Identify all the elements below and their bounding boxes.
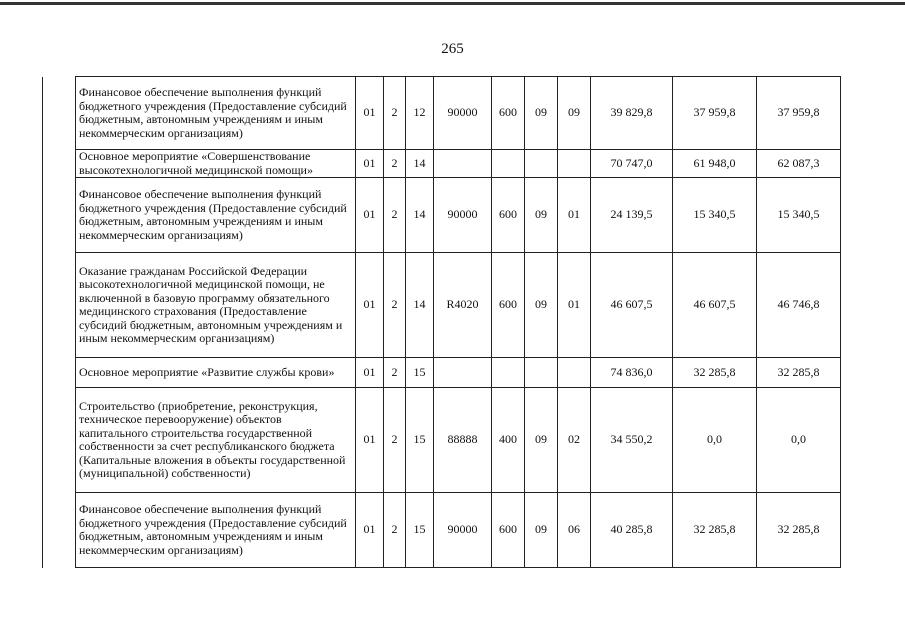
row-stub-cell — [43, 358, 76, 388]
row-stub-cell — [43, 150, 76, 178]
code-3-cell: 15 — [406, 358, 434, 388]
code-6-cell: 09 — [525, 253, 558, 358]
value-1-cell: 40 285,8 — [591, 493, 673, 568]
row-stub-cell — [43, 253, 76, 358]
code-2-cell: 2 — [384, 253, 406, 358]
code-3-cell: 15 — [406, 493, 434, 568]
code-5-cell: 600 — [492, 253, 525, 358]
code-4-cell: 90000 — [434, 493, 492, 568]
code-7-cell: 01 — [558, 178, 591, 253]
row-name-cell: Финансовое обеспечение выполнения функций бюджетного учреждения (Предоставление субсидий бюджетным, автономным учреждениям и иным некоммерческим организациям) — [76, 178, 356, 253]
row-name-cell: Оказание гражданам Российской Федерации высокотехнологичной медицинской помощи, не включенной в базовую программу обязательного медицинского страхования (Предоставление субсидий бюджетным, автономным учреждениям и иным некоммерческим организациям) — [76, 253, 356, 358]
code-1-cell: 01 — [356, 178, 384, 253]
value-2-cell: 32 285,8 — [673, 358, 757, 388]
row-name-cell: Основное мероприятие «Совершенствование высокотехнологичной медицинской помощи» — [76, 150, 356, 178]
code-4-cell: R4020 — [434, 253, 492, 358]
code-6-cell: 09 — [525, 178, 558, 253]
table-row — [43, 77, 841, 150]
value-1-cell: 74 836,0 — [591, 358, 673, 388]
code-3-cell: 14 — [406, 253, 434, 358]
code-4-cell: 88888 — [434, 388, 492, 493]
code-3-cell: 14 — [406, 150, 434, 178]
value-1-cell: 70 747,0 — [591, 150, 673, 178]
page-number: 265 — [441, 41, 464, 57]
code-1-cell: 01 — [356, 253, 384, 358]
value-3-cell: 37 959,8 — [757, 77, 841, 150]
code-6-cell: 09 — [525, 493, 558, 568]
code-2-cell: 2 — [384, 150, 406, 178]
row-name-cell: Строительство (приобретение, реконструкция, техническое перевооружение) объектов капитального строительства государственной собственности за счет республиканского бюджета (Капитальные вложения в объекты государственной (муниципальной) собственности) — [76, 388, 356, 493]
table-row — [43, 493, 841, 568]
code-3-cell: 15 — [406, 388, 434, 493]
row-stub-cell — [43, 388, 76, 493]
code-7-cell — [558, 150, 591, 178]
code-5-cell — [492, 150, 525, 178]
top-border-line — [0, 2, 905, 5]
code-5-cell: 600 — [492, 178, 525, 253]
value-3-cell: 62 087,3 — [757, 150, 841, 178]
code-5-cell: 600 — [492, 77, 525, 150]
row-stub-cell — [43, 77, 76, 150]
table-row — [43, 253, 841, 358]
row-stub-cell — [43, 178, 76, 253]
code-1-cell: 01 — [356, 388, 384, 493]
table-body — [43, 77, 841, 568]
table-row — [43, 178, 841, 253]
table-row — [43, 358, 841, 388]
code-4-cell: 90000 — [434, 178, 492, 253]
code-2-cell: 2 — [384, 493, 406, 568]
value-2-cell: 46 607,5 — [673, 253, 757, 358]
code-5-cell: 600 — [492, 493, 525, 568]
code-7-cell: 09 — [558, 77, 591, 150]
code-7-cell: 02 — [558, 388, 591, 493]
code-2-cell: 2 — [384, 358, 406, 388]
code-5-cell: 400 — [492, 388, 525, 493]
value-3-cell: 46 746,8 — [757, 253, 841, 358]
table-row — [43, 388, 841, 493]
code-6-cell — [525, 150, 558, 178]
value-3-cell: 15 340,5 — [757, 178, 841, 253]
value-2-cell: 37 959,8 — [673, 77, 757, 150]
code-4-cell — [434, 358, 492, 388]
code-3-cell: 14 — [406, 178, 434, 253]
code-4-cell — [434, 150, 492, 178]
code-1-cell: 01 — [356, 150, 384, 178]
code-2-cell: 2 — [384, 388, 406, 493]
code-7-cell: 01 — [558, 253, 591, 358]
value-1-cell: 34 550,2 — [591, 388, 673, 493]
code-1-cell: 01 — [356, 493, 384, 568]
value-1-cell: 39 829,8 — [591, 77, 673, 150]
code-7-cell: 06 — [558, 493, 591, 568]
code-6-cell — [525, 358, 558, 388]
value-3-cell: 32 285,8 — [757, 358, 841, 388]
table-row — [43, 150, 841, 178]
value-2-cell: 61 948,0 — [673, 150, 757, 178]
row-stub-cell — [43, 493, 76, 568]
code-6-cell: 09 — [525, 388, 558, 493]
code-6-cell: 09 — [525, 77, 558, 150]
code-3-cell: 12 — [406, 77, 434, 150]
row-name-cell: Основное мероприятие «Развитие службы крови» — [76, 358, 356, 388]
code-2-cell: 2 — [384, 178, 406, 253]
value-2-cell: 32 285,8 — [673, 493, 757, 568]
value-3-cell: 32 285,8 — [757, 493, 841, 568]
value-2-cell: 15 340,5 — [673, 178, 757, 253]
code-1-cell: 01 — [356, 358, 384, 388]
value-1-cell: 24 139,5 — [591, 178, 673, 253]
value-2-cell: 0,0 — [673, 388, 757, 493]
code-2-cell: 2 — [384, 77, 406, 150]
code-7-cell — [558, 358, 591, 388]
code-4-cell: 90000 — [434, 77, 492, 150]
budget-table — [42, 76, 841, 568]
row-name-cell: Финансовое обеспечение выполнения функций бюджетного учреждения (Предоставление субсидий бюджетным, автономным учреждениям и иным некоммерческим организациям) — [76, 493, 356, 568]
code-5-cell — [492, 358, 525, 388]
row-name-cell: Финансовое обеспечение выполнения функций бюджетного учреждения (Предоставление субсидий бюджетным, автономным учреждениям и иным некоммерческим организациям) — [76, 77, 356, 150]
code-1-cell: 01 — [356, 77, 384, 150]
value-1-cell: 46 607,5 — [591, 253, 673, 358]
value-3-cell: 0,0 — [757, 388, 841, 493]
